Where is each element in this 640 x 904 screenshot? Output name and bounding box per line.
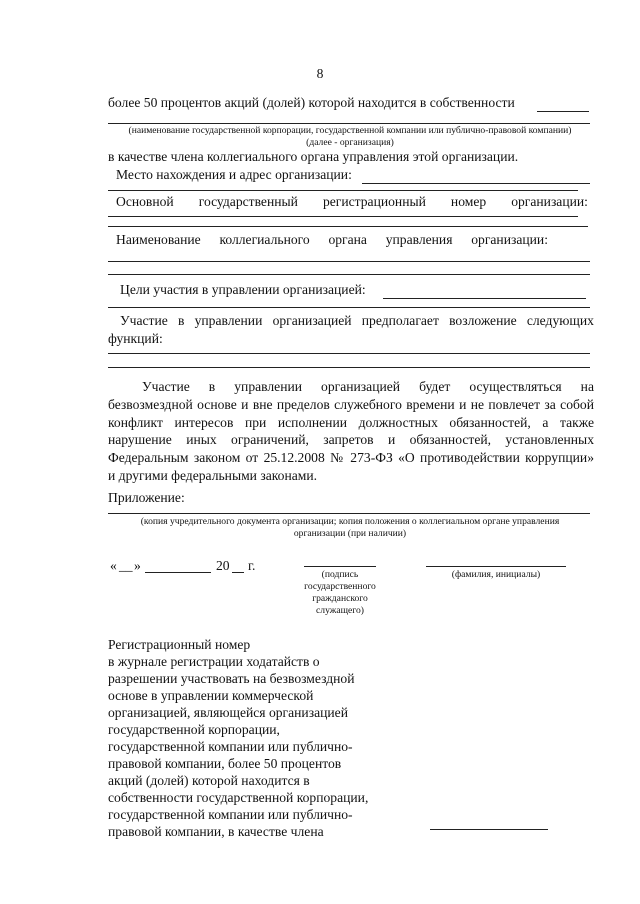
field-line-org-name[interactable] bbox=[108, 123, 590, 124]
date-day-field[interactable]: __ bbox=[119, 558, 133, 573]
paragraph-last-line: и другими федеральными законами. bbox=[108, 467, 318, 483]
caption-signature-line: государственного bbox=[304, 581, 376, 592]
field-line-ogrn-2[interactable] bbox=[108, 226, 588, 227]
field-line-ownership[interactable] bbox=[537, 111, 589, 112]
ogrn-word: Основной bbox=[116, 194, 174, 209]
field-line-goals[interactable] bbox=[383, 298, 586, 299]
body-word: управления bbox=[385, 232, 453, 247]
field-line-body-2[interactable] bbox=[108, 274, 590, 275]
caption-signature-line: (подпись bbox=[321, 569, 359, 580]
functions-label-end: функций: bbox=[108, 331, 163, 346]
functions-label bbox=[120, 313, 594, 329]
intro-line: более 50 процентов акций (долей) которой находится в собственности bbox=[108, 95, 515, 110]
paragraph-line: Участие в управлении организацией будет осуществляться на bbox=[142, 379, 594, 394]
registration-line: правовой компании, более 50 процентов bbox=[108, 756, 342, 771]
field-line-signature[interactable] bbox=[304, 566, 376, 567]
body-word: Наименование bbox=[116, 232, 201, 247]
field-line-month[interactable] bbox=[145, 572, 211, 573]
functions-word: следующих bbox=[526, 313, 594, 328]
ogrn-word: государственный bbox=[198, 194, 298, 209]
registration-line: собственности государственной корпорации, bbox=[108, 790, 369, 805]
field-line-year[interactable] bbox=[232, 572, 244, 573]
registration-line: основе в управлении коммерческой bbox=[108, 688, 314, 703]
registration-block bbox=[108, 636, 368, 840]
page-number: 8 bbox=[316, 66, 324, 81]
field-line-address-2[interactable] bbox=[108, 190, 578, 191]
paragraph-line: конфликт интересов при исполнении должностных обязанностей, а также bbox=[108, 414, 594, 430]
functions-word: организацией bbox=[272, 313, 352, 328]
registration-line: в журнале регистрации ходатайств о bbox=[108, 654, 320, 669]
goals-label: Цели участия в управлении организацией: bbox=[120, 282, 366, 297]
registration-line: разрешении участвовать на безвозмездной bbox=[108, 671, 355, 686]
caption-org-short: (далее - организация) bbox=[306, 137, 394, 148]
address-label: Место нахождения и адрес организации: bbox=[116, 167, 352, 182]
paragraph-line: Федеральным законом от 25.12.2008 № 273-ФЗ «О противодействии коррупции» bbox=[108, 450, 594, 466]
field-line-registration-number[interactable] bbox=[430, 829, 548, 830]
paragraph-line: безвозмездной основе и вне пределов служебного времени и не повлечет за собой bbox=[108, 396, 594, 412]
registration-line: Регистрационный номер bbox=[108, 637, 251, 652]
ogrn-label bbox=[116, 194, 588, 210]
body-word: коллегиального bbox=[219, 232, 310, 247]
ogrn-word: регистрационный bbox=[322, 194, 426, 209]
caption-appendix: (копия учредительного документа организации; копия положения о коллегиальном органе управления bbox=[140, 516, 560, 527]
year-suffix: г. bbox=[248, 558, 256, 573]
date-open-quote: « bbox=[110, 558, 117, 573]
caption-appendix-2: организации (при наличии) bbox=[293, 528, 407, 539]
appendix-label: Приложение: bbox=[108, 490, 185, 505]
field-line-functions[interactable] bbox=[108, 353, 590, 354]
field-line-goals-2[interactable] bbox=[108, 307, 590, 308]
field-line-body[interactable] bbox=[108, 261, 590, 262]
registration-line: государственной компании или публично- bbox=[108, 739, 353, 754]
caption-org-name: (наименование государственной корпорации, государственной компании или публично-правовой компании) bbox=[128, 125, 572, 136]
member-line: в качестве члена коллегиального органа управления этой организации. bbox=[108, 149, 519, 164]
ogrn-word: организации: bbox=[511, 194, 588, 209]
registration-line: организацией, являющейся организацией bbox=[108, 705, 348, 720]
registration-line: правовой компании, в качестве члена bbox=[108, 824, 324, 839]
paragraph-line: нарушение иных ограничений, запретов и обязанностей, установленных bbox=[108, 432, 594, 448]
year-prefix: 20 bbox=[216, 558, 230, 573]
functions-word: предполагает bbox=[361, 313, 439, 328]
functions-word: Участие bbox=[120, 313, 168, 328]
functions-word: управлении bbox=[194, 313, 263, 328]
body-word: органа bbox=[328, 232, 367, 247]
caption-signature-line: гражданского bbox=[312, 593, 368, 604]
body-label bbox=[116, 232, 548, 248]
date-close-quote: » bbox=[134, 558, 141, 573]
caption-signature bbox=[276, 569, 404, 617]
registration-line: государственной корпорации, bbox=[108, 722, 280, 737]
registration-line: государственной компании или публично- bbox=[108, 807, 353, 822]
field-line-appendix[interactable] bbox=[108, 513, 590, 514]
functions-word: в bbox=[177, 313, 185, 328]
field-line-ogrn[interactable] bbox=[108, 216, 578, 217]
ogrn-word: номер bbox=[450, 194, 487, 209]
caption-fullname: (фамилия, инициалы) bbox=[451, 569, 541, 580]
functions-word: возложение bbox=[449, 313, 517, 328]
body-word: организации: bbox=[471, 232, 548, 247]
registration-line: акций (долей) которой находится в bbox=[108, 773, 310, 788]
field-line-functions-2[interactable] bbox=[108, 367, 590, 368]
caption-signature-line: служащего) bbox=[316, 605, 364, 616]
statement-paragraph bbox=[108, 378, 594, 485]
field-line-address[interactable] bbox=[362, 183, 590, 184]
field-line-fullname[interactable] bbox=[426, 566, 566, 567]
